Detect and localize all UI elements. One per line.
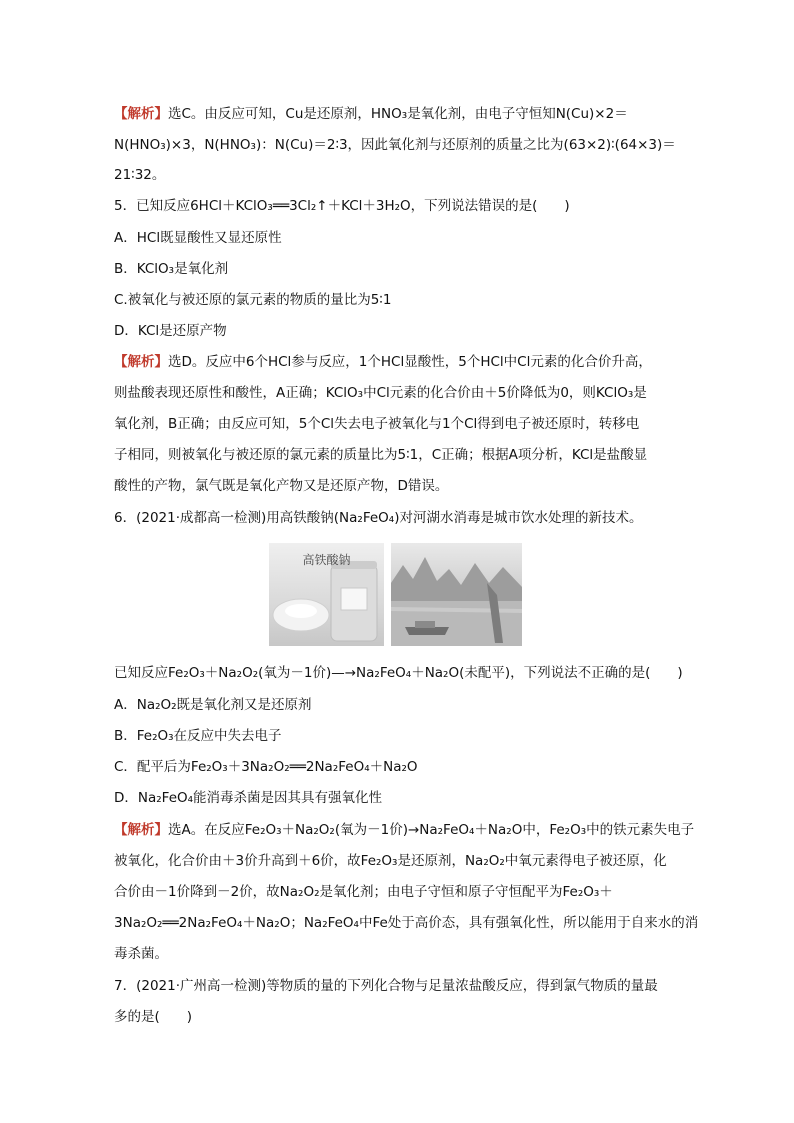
q5-option-b: B．KClO₃是氧化剂: [114, 261, 229, 277]
river-landscape-illustration: [391, 543, 522, 646]
q6-option-a: A．Na₂O₂既是氧化剂又是还原剂: [114, 697, 312, 713]
q5-explanation-line-4: 子相同，则被氧化与被还原的氯元素的质量比为5∶1，C正确；根据A项分析，KCl是盐酸显: [114, 447, 648, 463]
q4-explanation-line-1: 【解析】选C。由反应可知，Cu是还原剂，HNO₃是氧化剂，由电子守恒知N(Cu)×2＝: [114, 106, 628, 122]
q6-reaction: 已知反应Fe₂O₃＋Na₂O₂(氧为－1价)—→Na₂FeO₄＋Na₂O(未配平)，下列说法不正确的是( ): [114, 665, 683, 681]
explanation-tag: 【解析】: [114, 106, 168, 122]
explanation-tag: 【解析】: [114, 822, 168, 838]
q5-explanation-line-5: 酸性的产物，氯气既是氧化产物又是还原产物，D错误。: [114, 478, 449, 494]
photo-label: 高铁酸钠: [302, 553, 351, 567]
q7-stem-line-1: 7．(2021·广州高一检测)等物质的量的下列化合物与足量浓盐酸反应，得到氯气物质的量最: [114, 978, 658, 994]
q6-option-c: C．配平后为Fe₂O₃＋3Na₂O₂══2Na₂FeO₄＋Na₂O: [114, 759, 418, 775]
q6-explanation-line-1: 【解析】选A。在反应Fe₂O₃＋Na₂O₂(氧为－1价)→Na₂FeO₄＋Na₂O中，Fe₂O₃中的铁元素失电子: [114, 822, 695, 838]
q5-explanation-line-2: 则盐酸表现还原性和酸性，A正确；KClO₃中Cl元素的化合价由＋5价降低为0，则KClO₃是: [114, 385, 647, 401]
q6-explanation-line-5: 毒杀菌。: [114, 946, 168, 962]
q5-option-a: A．HCl既显酸性又显还原性: [114, 230, 282, 246]
q6-stem: 6．(2021·成都高一检测)用高铁酸钠(Na₂FeO₄)对河湖水消毒是城市饮水处理的新技术。: [114, 510, 643, 526]
q6-explanation-line-2: 被氧化，化合价由＋3价升高到＋6价，故Fe₂O₃是还原剂，Na₂O₂中氧元素得电子被还原，化: [114, 853, 667, 869]
q5-option-c: C.被氧化与被还原的氯元素的物质的量比为5∶1: [114, 292, 392, 308]
q6-option-b: B．Fe₂O₃在反应中失去电子: [114, 728, 282, 744]
q6-explanation-line-4: 3Na₂O₂══2Na₂FeO₄＋Na₂O；Na₂FeO₄中Fe处于高价态，具有强氧化性，所以能用于自来水的消: [114, 915, 699, 931]
q6-option-d: D．Na₂FeO₄能消毒杀菌是因其具有强氧化性: [114, 790, 383, 806]
q5-explanation-line-3: 氧化剂，B正确；由反应可知，5个Cl失去电子被氧化与1个Cl得到电子被还原时，转移电: [114, 416, 640, 432]
sodium-ferrate-photo: [269, 543, 384, 646]
q4-explanation-line-2: N(HNO₃)×3，N(HNO₃)：N(Cu)＝2∶3，因此氧化剂与还原剂的质量之比为(63×2)∶(64×3)＝: [114, 137, 676, 153]
q7-stem-line-2: 多的是( ): [114, 1009, 193, 1025]
q4-explanation-line-3: 21∶32。: [114, 167, 166, 183]
q5-stem: 5．已知反应6HCl＋KClO₃══3Cl₂↑＋KCl＋3H₂O，下列说法错误的是( ): [114, 198, 570, 214]
q5-option-d: D．KCl是还原产物: [114, 323, 227, 339]
river-landscape-photo: [391, 543, 522, 646]
q5-explanation-line-1: 【解析】选D。反应中6个HCl参与反应，1个HCl显酸性，5个HCl中Cl元素的化合价升高，: [114, 354, 652, 370]
explanation-tag: 【解析】: [114, 354, 168, 370]
q6-explanation-line-3: 合价由－1价降到－2价，故Na₂O₂是氧化剂；由电子守恒和原子守恒配平为Fe₂O₃＋: [114, 884, 613, 900]
